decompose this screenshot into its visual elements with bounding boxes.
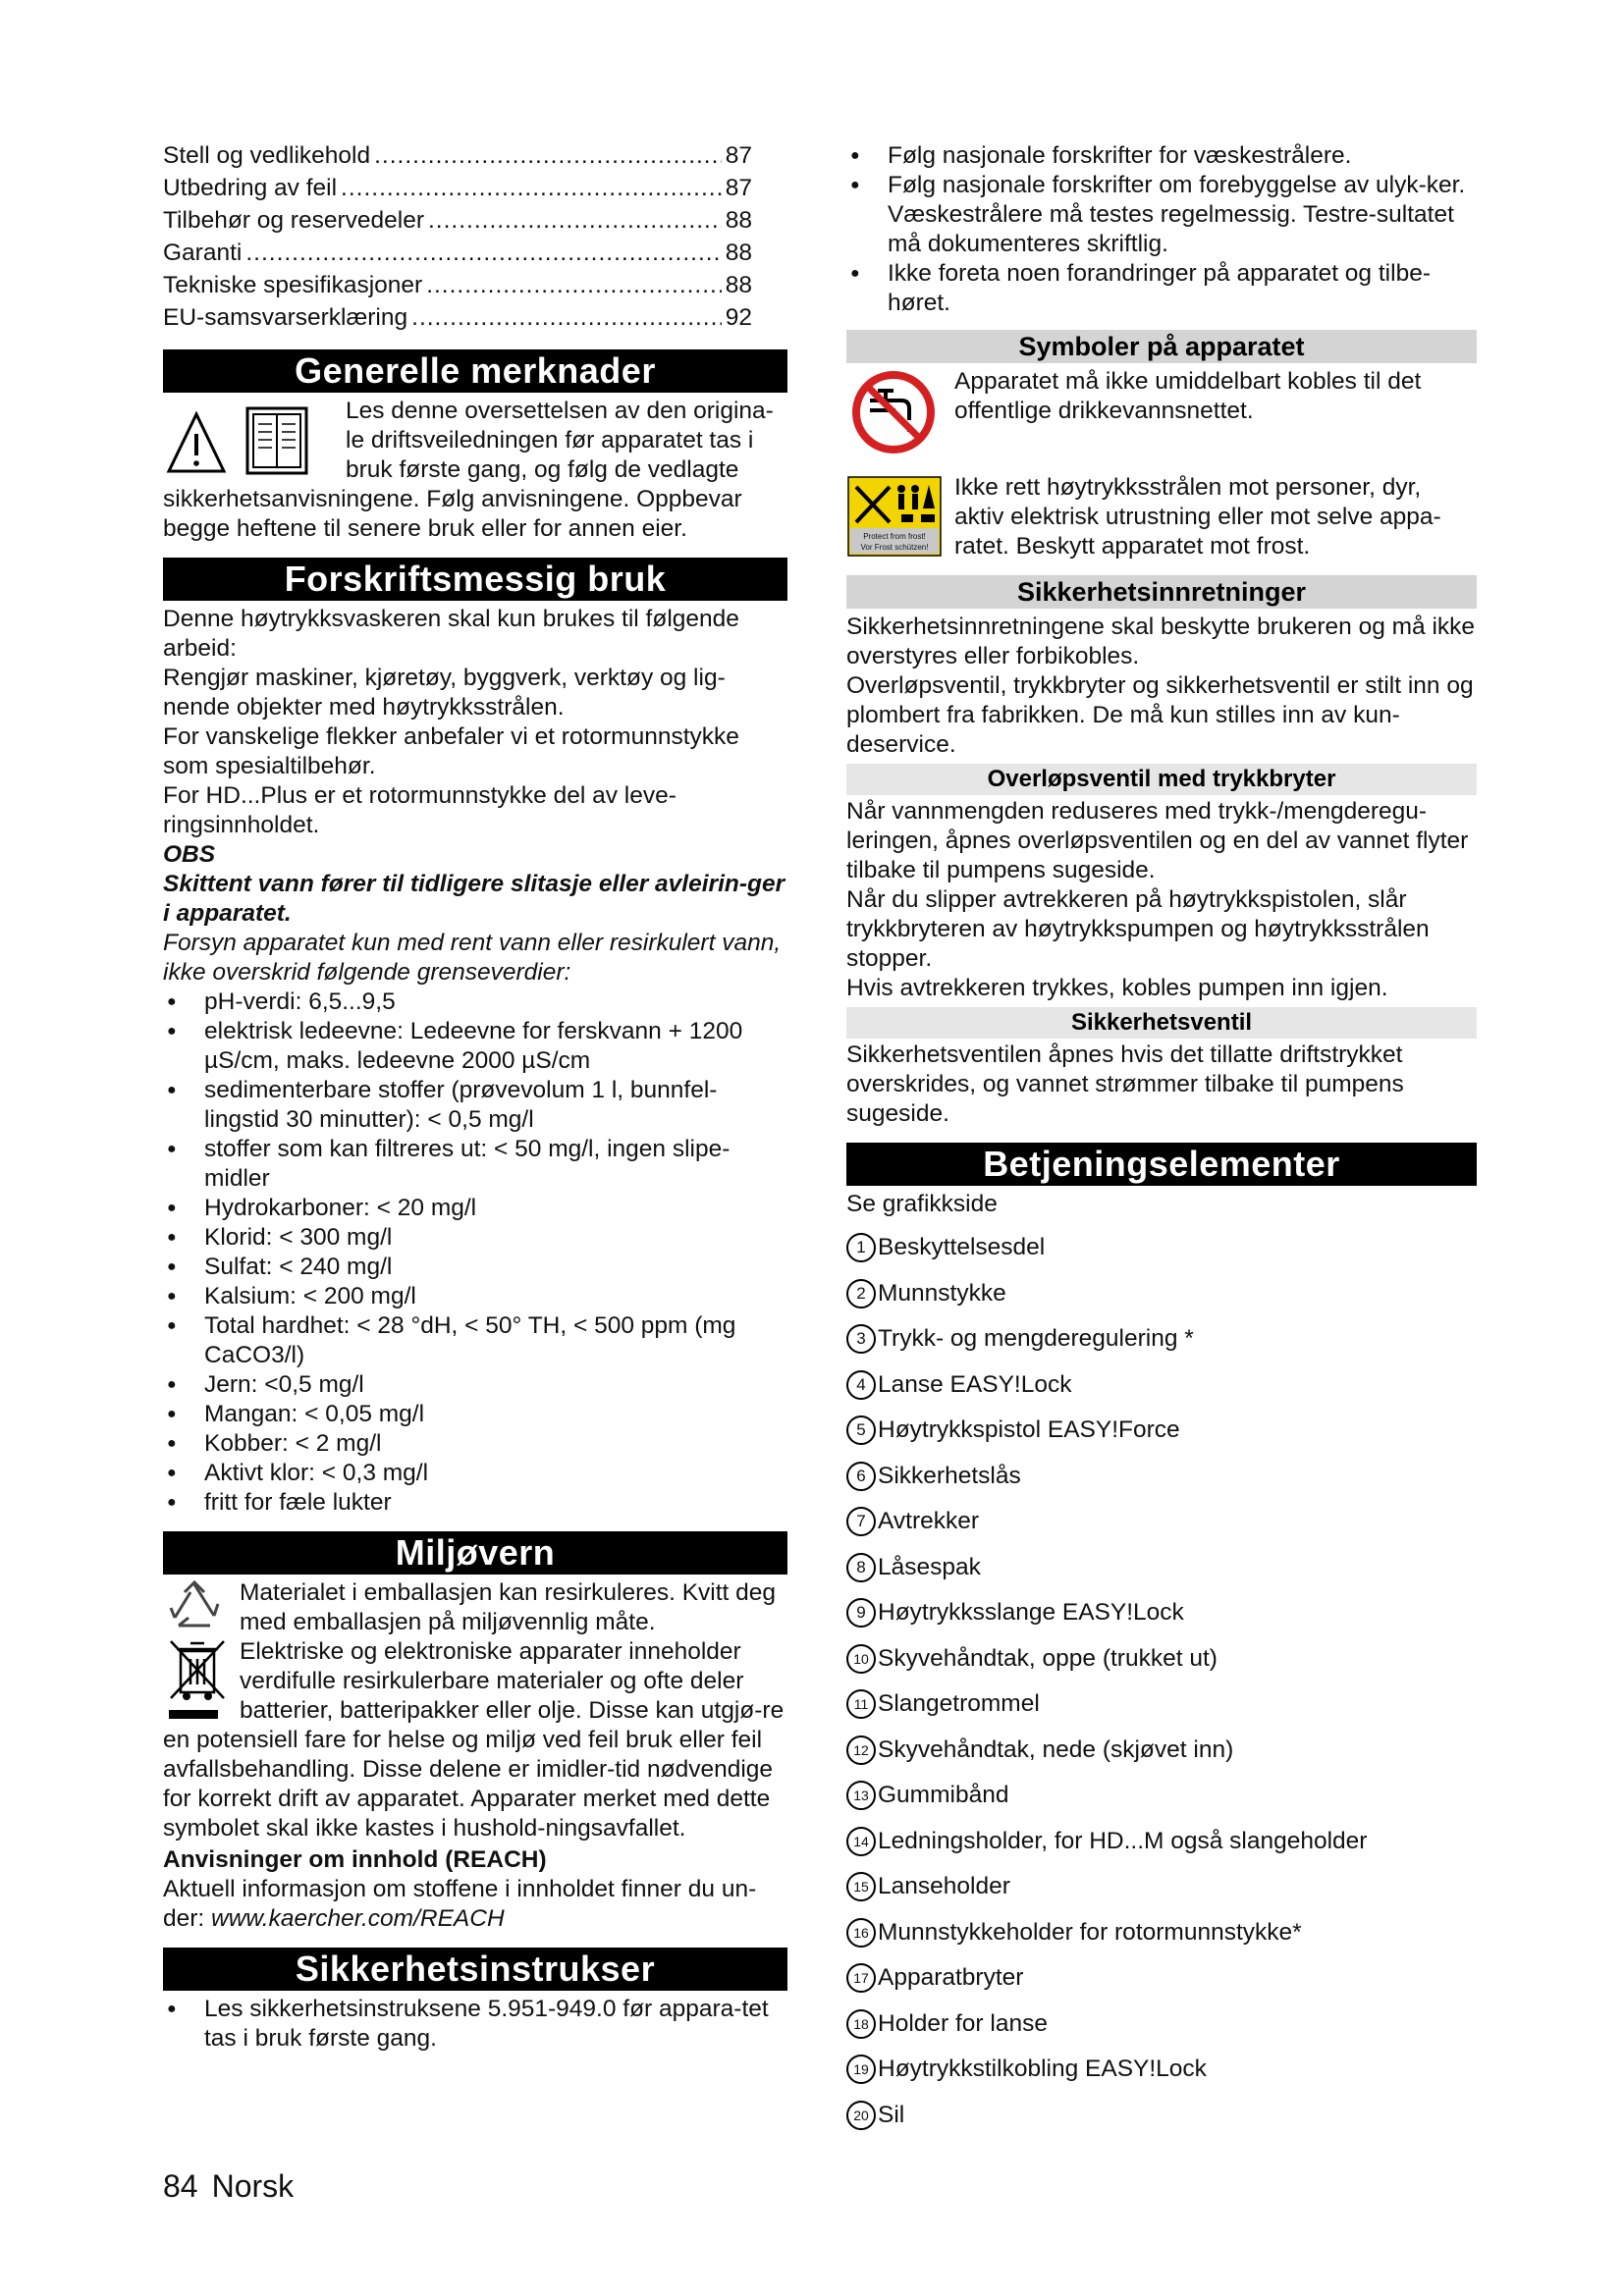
section-heading-safety-devices: Sikkerhetsinnretninger xyxy=(846,575,1477,609)
item-number-badge: 2 xyxy=(846,1279,876,1308)
warning-triangle-icon xyxy=(163,397,338,483)
paragraph: Hvis avtrekkeren trykkes, kobles pumpen inn igjen. xyxy=(846,975,1388,1001)
list-item: ● Følg nasjonale forskrifter om forebyggelse av ulyk-ker. Væskestrålere må testes regelmessig. Testre-sultatet må dokumenteres skriftlig. xyxy=(846,171,1477,259)
item-number-badge: 12 xyxy=(846,1735,876,1765)
list-item: 17 Apparatbryter xyxy=(846,1955,1477,2002)
page-number: 84 xyxy=(163,2168,198,2204)
item-number-badge: 10 xyxy=(846,1644,876,1674)
list-item: ● sedimenterbare stoffer (prøvevolum 1 l, bunnfel-lingstid 30 minutter): < 0,5 mg/l xyxy=(163,1076,787,1135)
toc-row[interactable]: Tilbehør og reservedeler ..... 88 xyxy=(163,206,752,239)
list-item: 7 Avtrekker xyxy=(846,1499,1477,1545)
footer-language: Norsk xyxy=(211,2168,295,2204)
item-number-badge: 6 xyxy=(846,1462,876,1491)
general-text: Les denne oversettelsen av den origina-le driftsveiledningen før apparatet tas i bruk første gang, og følg de vedlagte sikkerhetsanvisningene. Følg anvisningene. Oppbevar begge heftene til senere bruk eller for annen eier. xyxy=(163,398,774,542)
limit-values-list xyxy=(163,988,787,1518)
list-item: 10 Skyvehåndtak, oppe (trukket ut) xyxy=(846,1636,1477,1682)
list-item: 13 Gummibånd xyxy=(846,1773,1477,1819)
list-item: ● Ikke foreta noen forandringer på apparatet og tilbe-høret. xyxy=(846,259,1477,318)
item-number-badge: 4 xyxy=(846,1370,876,1400)
section-heading-controls: Betjeningselementer xyxy=(846,1143,1477,1186)
list-item: 3 Trykk- og mengderegulering * xyxy=(846,1316,1477,1362)
list-item: ● Les sikkerhetsinstruksene 5.951-949.0 før appara-tet tas i bruk første gang. xyxy=(163,1995,787,2054)
item-number-badge: 8 xyxy=(846,1553,876,1582)
paragraph: For vanskelige flekker anbefaler vi et rotormunnstykke som spesialtilbehør. xyxy=(163,723,739,779)
item-number-badge: 16 xyxy=(846,1918,876,1948)
list-item: 19 Høytrykkstilkobling EASY!Lock xyxy=(846,2047,1477,2093)
item-number-badge: 19 xyxy=(846,2055,876,2084)
paragraph: Sikkerhetsinnretningene skal beskytte brukeren og må ikke overstyres eller forbikobles. xyxy=(846,614,1476,669)
toc-row[interactable]: Garanti ..... 88 xyxy=(163,239,752,271)
reach-link[interactable]: www.kaercher.com/REACH xyxy=(211,1905,505,1932)
list-item: ● Aktivt klor: < 0,3 mg/l xyxy=(163,1459,787,1488)
section-heading-proper-use: Forskriftsmessig bruk xyxy=(163,558,787,601)
drinking-water-text: Apparatet må ikke umiddelbart kobles til det offentlige drikkevannsnettet. xyxy=(954,368,1422,424)
weee-icon-wrap xyxy=(163,1637,232,1726)
symbol-row-jet-warning xyxy=(846,473,1477,565)
subheading-overflow-valve: Overløpsventil med trykkbryter xyxy=(846,764,1477,795)
manual-book-icon xyxy=(247,408,306,473)
safety-list-left xyxy=(163,1995,787,2054)
jet-warning-text: Ikke rett høytrykksstrålen mot personer, dyr, aktiv elektrisk utrustning eller mot selve appa-ratet. Beskytt apparatet mot frost. xyxy=(954,474,1441,560)
section-heading-environment: Miljøvern xyxy=(163,1531,787,1575)
paragraph: For HD...Plus er et rotormunnstykke del av leve-ringsinnholdet. xyxy=(163,782,677,838)
list-item: ● pH-verdi: 6,5...9,5 xyxy=(163,988,787,1017)
paragraph: Når du slipper avtrekkeren på høytrykkspistolen, slår trykkbryteren av høytrykkspumpen og høytrykksstrålen stopper. xyxy=(846,886,1430,972)
table-of-contents xyxy=(163,141,752,336)
controls-intro: Se grafikkside xyxy=(846,1191,998,1217)
list-item: 9 Høytrykksslange EASY!Lock xyxy=(846,1590,1477,1636)
subheading-safety-valve: Sikkerhetsventil xyxy=(846,1007,1477,1039)
proper-use-section xyxy=(163,605,787,1518)
no-drinking-water-icon xyxy=(846,367,947,463)
paragraph: Sikkerhetsventilen åpnes hvis det tillatte driftstrykket overskrides, og vannet strømmer tilbake til pumpens sugeside. xyxy=(846,1041,1404,1127)
packaging-text: Materialet i emballasjen kan resirkuleres. Kvitt deg med emballasjen på miljøvennlig måte. xyxy=(240,1579,777,1635)
recycle-icon-wrap xyxy=(163,1578,232,1635)
symbol-row-drinking-water xyxy=(846,367,1477,463)
list-item: ● elektrisk ledeevne: Ledeevne for ferskvann + 1200 µS/cm, maks. ledeevne 2000 µS/cm xyxy=(163,1017,787,1076)
safety-list-right xyxy=(846,141,1477,318)
section-heading-symbols: Symboler på apparatet xyxy=(846,330,1477,363)
svg-text:Protect from frost!: Protect from frost! xyxy=(863,532,926,541)
list-item: 8 Låsespak xyxy=(846,1545,1477,1591)
list-item: 2 Munnstykke xyxy=(846,1271,1477,1317)
general-notes xyxy=(163,397,787,544)
page-footer xyxy=(163,2166,294,2206)
list-item: 11 Slangetrommel xyxy=(846,1682,1477,1728)
paragraph: Når vannmengden reduseres med trykk-/mengderegu-leringen, åpnes overløpsventilen og en del av vannet flyter tilbake til pumpens sugeside. xyxy=(846,798,1469,883)
paragraph: Rengjør maskiner, kjøretøy, byggverk, verktøy og lig-nende objekter med høytrykksstrålen. xyxy=(163,665,726,721)
manual-icons xyxy=(163,397,338,483)
item-number-badge: 13 xyxy=(846,1781,876,1810)
item-number-badge: 1 xyxy=(846,1233,876,1262)
item-number-badge: 20 xyxy=(846,2101,876,2130)
list-item: ● stoffer som kan filtreres ut: < 50 mg/l, ingen slipe-midler xyxy=(163,1135,787,1194)
list-item: ● Mangan: < 0,05 mg/l xyxy=(163,1400,787,1429)
list-item: ● Kalsium: < 200 mg/l xyxy=(163,1282,787,1311)
list-item: 14 Ledningsholder, for HD...M også slangeholder xyxy=(846,1819,1477,1865)
list-item: ● Klorid: < 300 mg/l xyxy=(163,1223,787,1253)
toc-row[interactable]: EU-samsvarserklæring ..... 92 xyxy=(163,303,752,336)
list-item: ● Kobber: < 2 mg/l xyxy=(163,1429,787,1459)
controls-list xyxy=(846,1225,1477,2138)
crossed-bin-icon xyxy=(163,1637,232,1726)
item-number-badge: 18 xyxy=(846,2009,876,2039)
list-item: ● Hydrokarboner: < 20 mg/l xyxy=(163,1194,787,1223)
recycle-icon xyxy=(163,1578,232,1635)
item-number-badge: 5 xyxy=(846,1415,876,1445)
list-item: 6 Sikkerhetslås xyxy=(846,1454,1477,1500)
item-number-badge: 7 xyxy=(846,1507,876,1536)
list-item: ● Total hardhet: < 28 °dH, < 50° TH, < 500 ppm (mg CaCO3/l) xyxy=(163,1311,787,1370)
left-column xyxy=(163,141,787,2054)
list-item: 5 Høytrykkspistol EASY!Force xyxy=(846,1408,1477,1454)
paragraph: Overløpsventil, trykkbryter og sikkerhetsventil er stilt inn og plombert fra fabrikken. De må kun stilles inn av kun-deservice. xyxy=(846,672,1474,758)
item-number-badge: 17 xyxy=(846,1963,876,1993)
list-item: 16 Munnstykkeholder for rotormunnstykke* xyxy=(846,1910,1477,1956)
note-italic-text: Forsyn apparatet kun med rent vann eller resirkulert vann, ikke overskrid følgende grenseverdier: xyxy=(163,930,782,986)
section-heading-general: Generelle merknader xyxy=(163,349,787,393)
list-item: 12 Skyvehåndtak, nede (skjøvet inn) xyxy=(846,1728,1477,1774)
list-item: 20 Sil xyxy=(846,2093,1477,2139)
paragraph: Denne høytrykksvaskeren skal kun brukes til følgende arbeid: xyxy=(163,606,739,662)
list-item: ● Jern: <0,5 mg/l xyxy=(163,1370,787,1400)
item-number-badge: 9 xyxy=(846,1598,876,1628)
toc-row[interactable]: Stell og vedlikehold ..... 87 xyxy=(163,141,752,174)
list-item: ● fritt for fæle lukter xyxy=(163,1488,787,1518)
list-item: ● Sulfat: < 240 mg/l xyxy=(163,1253,787,1282)
right-column xyxy=(846,141,1477,2138)
environment-section xyxy=(163,1578,787,1934)
list-item: ● Følg nasjonale forskrifter for væskestrålere. xyxy=(846,141,1477,171)
toc-row[interactable]: Utbedring av feil ..... 87 xyxy=(163,174,752,206)
electrical-text: Elektriske og elektroniske apparater inneholder verdifulle resirkulerbare materialer og ofte deler batterier, batteripakker eller olje. Disse kan utgjø-re en potensiell fare for helse og miljø ved feil bruk eller feil avfallsbehandling. Disse delene er imidler-tid nødvendige for korrekt drift av apparatet. Apparater merket med dette symbolet skal ikke kastes i hushold-ningsavfallet. xyxy=(163,1638,785,1842)
item-number-badge: 15 xyxy=(846,1872,876,1901)
note-label: OBS xyxy=(163,841,216,868)
svg-text:Vor Frost schützen!: Vor Frost schützen! xyxy=(860,543,929,552)
item-number-badge: 3 xyxy=(846,1324,876,1354)
jet-warning-label-icon xyxy=(846,473,947,565)
toc-row[interactable]: Tekniske spesifikasjoner ..... 88 xyxy=(163,271,752,303)
item-number-badge: 11 xyxy=(846,1689,876,1719)
note-bold-text: Skittent vann fører til tidligere slitasje eller avleirin-ger i apparatet. xyxy=(163,871,785,927)
list-item: 15 Lanseholder xyxy=(846,1864,1477,1910)
section-heading-safety: Sikkerhetsinstrukser xyxy=(163,1948,787,1991)
item-number-badge: 14 xyxy=(846,1827,876,1856)
list-item: 18 Holder for lanse xyxy=(846,2002,1477,2048)
list-item: 1 Beskyttelsesdel xyxy=(846,1225,1477,1271)
reach-title: Anvisninger om innhold (REACH) xyxy=(163,1846,547,1873)
list-item: 4 Lanse EASY!Lock xyxy=(846,1362,1477,1409)
reach-text: Aktuell informasjon om stoffene i innholdet finner du un-der: www.kaercher.com/REACH xyxy=(163,1876,757,1932)
